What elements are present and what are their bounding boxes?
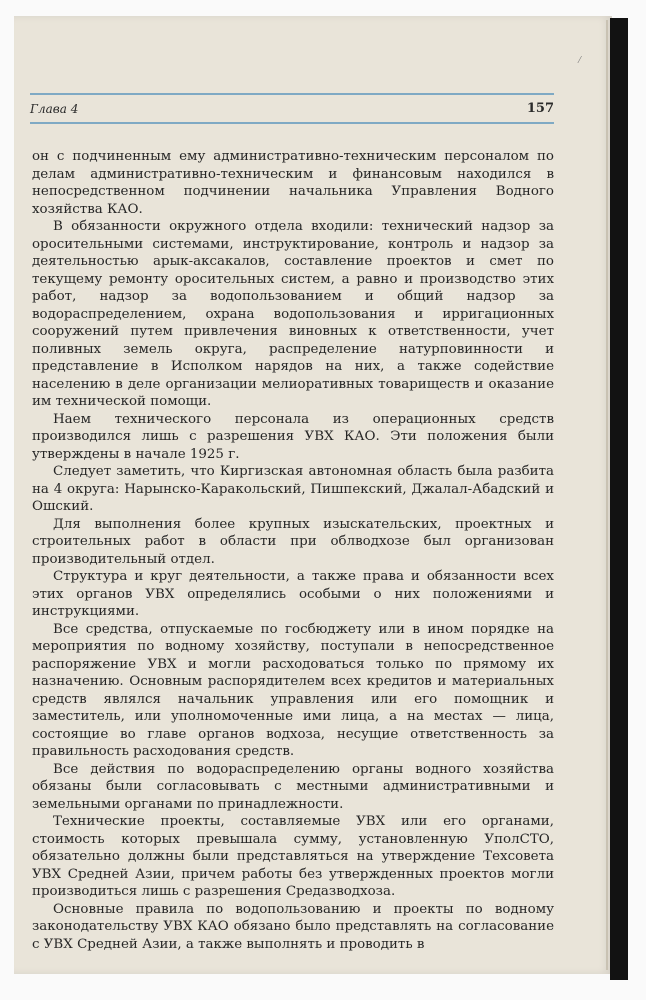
- page-edge: [606, 20, 608, 970]
- margin-pencil-mark: /: [578, 54, 582, 66]
- paragraph: он с подчиненным ему административно-техническим персоналом по делам административно-техническим и финансовым находился в непосредственном подчинении начальника Управления Водного хозяйства КАО.: [32, 149, 554, 217]
- paragraph: Наем технического персонала из операционных средств производился лишь с разрешения УВХ КАО. Эти положения были утверждены в начале 1925 г.: [32, 411, 554, 462]
- header-rule-top: [30, 93, 554, 95]
- paragraph: Все действия по водораспределению органы водного хозяйства обязаны были согласовывать с местными административными и земельными органами по принадлежности.: [32, 761, 554, 812]
- paragraph: Следует заметить, что Киргизская автономная область была разбита на 4 округа: Нарынско-Каракольский, Пишпекский, Джалал-Абадский и Ошский.: [32, 464, 554, 514]
- paragraph: Все средства, отпускаемые по госбюджету или в ином порядке на мероприятия по водному хозяйству, поступали в непосредственное распоряжение УВХ и могли расходоваться только по прямому их назначению. Основным распорядителем всех кредитов и материальных средств являлся начальник управления или его помощник и заместитель, или уполномоченные ими лица, а на местах — лица, состоящие во главе органов водхоза, несущие ответственность за правильность расходования средств.: [32, 621, 554, 759]
- header-rule-bottom: [30, 122, 554, 124]
- paragraph: Для выполнения более крупных изыскательских, проектных и строительных работ в области при облводхозе был организован производительный отдел.: [32, 516, 554, 567]
- paragraph: Структура и круг деятельности, а также права и обязанности всех этих органов УВХ определялись особыми о них положениями и инструкциями.: [32, 569, 554, 619]
- running-header: [30, 101, 554, 119]
- paragraph: В обязанности окружного отдела входили: технический надзор за оросительными системами, инструктирование, контроль и надзор за деятельностью арык-аксакалов, составление проектов и смет по текущему ремонту оросительных систем, а равно и производство этих работ, надзор за водопользованием и общий надзор за водораспределением, охрана водопользования и ирригационных сооружений путем привлечения виновных к ответственности, учет поливных земель округа, распределение натурповинности и представление в Исполком нарядов на них, а также содействие населению в деле организации мелиоративных товариществ и оказание им технической помощи.: [32, 219, 554, 409]
- page-number: 157: [526, 101, 554, 116]
- paragraph: Технические проекты, составляемые УВХ или его органами, стоимость которых превышала сумму, установленную УполСТО, обязательно должны были представляться на утверждение Техсовета УВХ Средней Азии, причем работы без утвержденных проектов могли производиться лишь с разрешения Средазводхоза.: [32, 814, 554, 899]
- page-body-text: [32, 148, 554, 953]
- scan-border: [610, 18, 628, 980]
- chapter-title: Глава 4: [30, 102, 79, 116]
- paragraph: Основные правила по водопользованию и проекты по водному законодательству УВХ КАО обязано было представлять на согласование с УВХ Средней Азии, а также выполнять и проводить в: [32, 901, 554, 952]
